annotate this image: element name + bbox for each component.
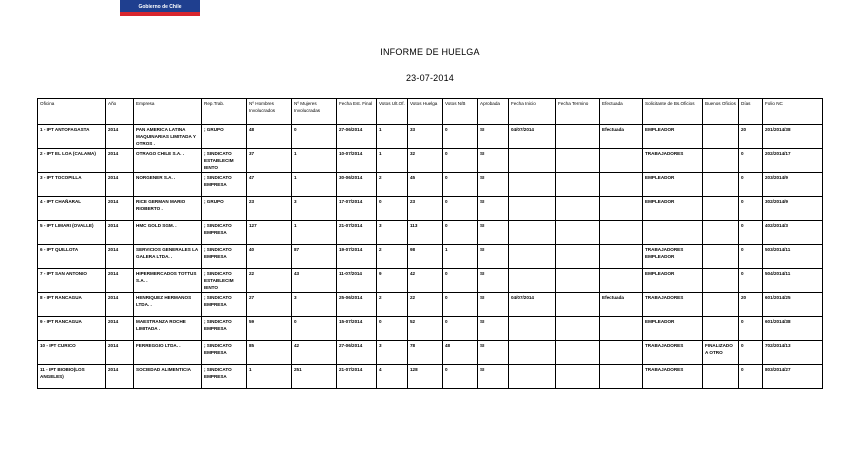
table-cell: PAN AMERICA LATINA MAQUINARIAS LIMITADA Y OTROS . — [134, 125, 202, 149]
table-cell: 45 — [408, 173, 443, 197]
column-header: Fecha Termino — [556, 99, 600, 125]
table-cell: 2 — [377, 245, 408, 269]
table-cell: TRABAJADORES — [643, 341, 703, 365]
table-cell: 32 — [408, 149, 443, 173]
table-cell — [556, 221, 600, 245]
table-cell — [509, 341, 556, 365]
table-cell — [509, 149, 556, 173]
table-row — [38, 221, 823, 245]
table-cell: 0 — [443, 149, 478, 173]
table-cell: 0 — [739, 341, 763, 365]
table-cell — [703, 221, 739, 245]
table-cell — [556, 197, 600, 221]
table-cell: 601/2014/38 — [763, 317, 823, 341]
table-cell: 6 - IPT QUILLOTA — [38, 245, 106, 269]
table-cell: 0 — [377, 317, 408, 341]
table-cell — [509, 173, 556, 197]
table-cell: 9 - IPT RANCAGUA — [38, 317, 106, 341]
table-cell — [556, 365, 600, 389]
table-cell: 0 — [292, 317, 337, 341]
table-cell: 2014 — [106, 245, 134, 269]
table-cell: 85 — [247, 341, 292, 365]
table-cell: 1 - IPT ANTOFAGASTA — [38, 125, 106, 149]
table-cell — [509, 317, 556, 341]
table-cell: 17-07/2014 — [337, 197, 377, 221]
table-cell: 42 — [292, 341, 337, 365]
table-cell: 4 - IPT CHAÑARAL — [38, 197, 106, 221]
table-cell: 0 — [739, 149, 763, 173]
table-cell: EMPLEADOR — [643, 125, 703, 149]
table-cell — [509, 221, 556, 245]
table-cell: 601/2014/25 — [763, 293, 823, 317]
table-cell: 203/2014/9 — [763, 173, 823, 197]
table-cell: HMC GOLD SGM. . — [134, 221, 202, 245]
table-cell: SI — [478, 293, 509, 317]
table-cell — [703, 149, 739, 173]
table-cell: 0 — [443, 317, 478, 341]
table-cell: MAESTRANZA ROCHE LIMITADA . — [134, 317, 202, 341]
table-cell: SOCIEDAD ALIMENTICIA — [134, 365, 202, 389]
table-cell — [600, 245, 643, 269]
table-cell: ; SINDICATO ESTABLECIM IENTO — [202, 149, 247, 173]
table-cell: 47 — [247, 173, 292, 197]
table-cell: TRABAJADORES — [643, 365, 703, 389]
table-cell: 2014 — [106, 317, 134, 341]
table-cell — [703, 317, 739, 341]
table-cell: FINALIZADO A OTRO — [703, 341, 739, 365]
table-cell — [703, 293, 739, 317]
table-cell: ; SINDICATO EMPRESA — [202, 245, 247, 269]
table-cell: ; SINDICATO ESTABLECIM IENTO — [202, 269, 247, 293]
table-cell: 3 — [377, 221, 408, 245]
table-cell: 251 — [292, 365, 337, 389]
table-cell: 702/2014/13 — [763, 341, 823, 365]
table-cell: HENRIQUEZ HERMANOS LTDA. . — [134, 293, 202, 317]
column-header: Fecha Est. Final — [337, 99, 377, 125]
table-cell — [643, 221, 703, 245]
table-cell: 8 - IPT RANCAGUA — [38, 293, 106, 317]
column-header: Aprobada — [478, 99, 509, 125]
table-cell — [600, 197, 643, 221]
column-header: Empresa — [134, 99, 202, 125]
table-cell: SI — [478, 149, 509, 173]
table-cell: SI — [478, 125, 509, 149]
table-cell — [509, 197, 556, 221]
table-cell: 0 — [443, 221, 478, 245]
table-cell: 1 — [247, 365, 292, 389]
table-cell: FERREGGIO LTDA. . — [134, 341, 202, 365]
table-cell: ; GRUPO — [202, 125, 247, 149]
column-header: Nº Mujeres Involucradas — [292, 99, 337, 125]
table-cell: 11 - IPT BIOBIO(LOS ANGELES) — [38, 365, 106, 389]
table-cell — [600, 269, 643, 293]
table-cell: 0 — [443, 125, 478, 149]
logo-text: Gobierno de Chile — [138, 4, 182, 10]
column-header: Oficina — [38, 99, 106, 125]
table-cell: Efectuada — [600, 293, 643, 317]
table-cell — [703, 197, 739, 221]
table-cell: 0 — [739, 245, 763, 269]
table-cell: 2 — [377, 173, 408, 197]
table-cell: 1 — [443, 245, 478, 269]
table-cell: 40 — [247, 245, 292, 269]
table-cell: ; SINDICATO EMPRESA — [202, 341, 247, 365]
table-cell: 2014 — [106, 173, 134, 197]
table-cell: SERVICIOS GENERALES LA GALERA LTDA. . — [134, 245, 202, 269]
table-cell: 2 - IPT EL LOA (CALAMA) — [38, 149, 106, 173]
table-cell: 0 — [739, 365, 763, 389]
table-cell: 1 — [292, 149, 337, 173]
column-header: Votos N/B — [443, 99, 478, 125]
table-cell: 22 — [408, 293, 443, 317]
table-cell: 2014 — [106, 341, 134, 365]
table-cell: 3 - IPT TOCOPILLA — [38, 173, 106, 197]
table-cell: 402/2014/3 — [763, 221, 823, 245]
report-date: 23-07-2014 — [405, 73, 455, 83]
table-cell: 30-06/2014 — [337, 173, 377, 197]
column-header: Rep.Trab. — [202, 99, 247, 125]
table-cell: 48 — [443, 341, 478, 365]
table-cell: SI — [478, 317, 509, 341]
table-cell — [556, 341, 600, 365]
table-cell: 2014 — [106, 149, 134, 173]
table-cell: RICE GERMAN MARIO RIOBERTO . — [134, 197, 202, 221]
table-cell: 78 — [408, 341, 443, 365]
table-cell: 3 — [292, 197, 337, 221]
table-cell: ; SINDICATO EMPRESA — [202, 317, 247, 341]
table-cell: 201/2014/38 — [763, 125, 823, 149]
table-cell — [703, 173, 739, 197]
table-row — [38, 365, 823, 389]
table-cell: 0 — [443, 173, 478, 197]
table-cell — [509, 245, 556, 269]
table-cell: 0 — [739, 269, 763, 293]
table-cell — [509, 269, 556, 293]
table-cell: 113 — [408, 221, 443, 245]
report-title: INFORME DE HUELGA — [380, 47, 480, 57]
table-cell: NORGENER S.A. . — [134, 173, 202, 197]
column-header: Efectuada — [600, 99, 643, 125]
table-cell: 128 — [408, 365, 443, 389]
table-cell: 0 — [443, 293, 478, 317]
table-cell: EMPLEADOR — [643, 269, 703, 293]
table-cell: 0 — [443, 269, 478, 293]
table-row — [38, 293, 823, 317]
table-cell: 87 — [292, 245, 337, 269]
table-cell — [703, 269, 739, 293]
table-cell: ; SINDICATO EMPRESA — [202, 173, 247, 197]
table-cell: 504/2014/11 — [763, 269, 823, 293]
table-cell: EMPLEADOR — [643, 197, 703, 221]
table-cell — [600, 149, 643, 173]
table-cell: 202/2014/17 — [763, 149, 823, 173]
table-cell: 7 - IPT SAN ANTONIO — [38, 269, 106, 293]
table-cell: 10 - IPT CURICO — [38, 341, 106, 365]
table-cell: 1 — [292, 173, 337, 197]
table-cell — [600, 317, 643, 341]
table-cell: 20 — [739, 125, 763, 149]
table-cell: ; SINDICATO EMPRESA — [202, 293, 247, 317]
column-header: Buenos Oficios — [703, 99, 739, 125]
table-cell: 1 — [292, 221, 337, 245]
table-cell — [600, 173, 643, 197]
table-cell: 48 — [247, 125, 292, 149]
table-row — [38, 149, 823, 173]
column-header: Votos Ult.Of. — [377, 99, 408, 125]
table-cell — [600, 365, 643, 389]
table-row — [38, 173, 823, 197]
table-cell: ; SINDICATO EMPRESA — [202, 221, 247, 245]
table-cell: ; GRUPO — [202, 197, 247, 221]
table-cell: 2 — [377, 293, 408, 317]
table-cell: 04/07/2014 — [509, 293, 556, 317]
table-cell: 25-06/2014 — [337, 293, 377, 317]
table-cell: 1 — [377, 125, 408, 149]
table-cell: 59 — [247, 317, 292, 341]
table-cell: Efectuada — [600, 125, 643, 149]
table-cell: 33 — [408, 125, 443, 149]
table-cell: 127 — [247, 221, 292, 245]
table-cell: ; SINDICATO EMPRESA — [202, 365, 247, 389]
column-header: Días — [739, 99, 763, 125]
table-row — [38, 341, 823, 365]
table-cell: 503/2014/11 — [763, 245, 823, 269]
table-cell: 37 — [247, 149, 292, 173]
table-cell: OTRAGO CHILE S.A. . — [134, 149, 202, 173]
table-cell: SI — [478, 173, 509, 197]
table-cell — [556, 173, 600, 197]
logo-flag-band — [120, 12, 200, 16]
table-cell: SI — [478, 245, 509, 269]
table-row — [38, 245, 823, 269]
table-cell: 0 — [377, 197, 408, 221]
table-cell — [600, 341, 643, 365]
table-cell: 21-07/2014 — [337, 365, 377, 389]
table-cell: 0 — [739, 173, 763, 197]
table-cell — [556, 125, 600, 149]
column-header: Año — [106, 99, 134, 125]
table-row — [38, 317, 823, 341]
table-cell: SI — [478, 269, 509, 293]
column-header: Folio NC — [763, 99, 823, 125]
table-cell: 803/2014/27 — [763, 365, 823, 389]
table-cell: 19-07/2014 — [337, 245, 377, 269]
gobierno-logo — [120, 0, 200, 16]
table-cell: 9 — [377, 269, 408, 293]
column-header: Fecha Inicio — [509, 99, 556, 125]
table-cell: SI — [478, 197, 509, 221]
table-cell: EMPLEADOR — [643, 173, 703, 197]
table-cell: SI — [478, 365, 509, 389]
table-cell: 2014 — [106, 269, 134, 293]
table-cell: TRABAJADORES — [643, 149, 703, 173]
table-cell: 0 — [443, 365, 478, 389]
table-cell: 98 — [408, 245, 443, 269]
table-row — [38, 125, 823, 149]
table-cell: 0 — [292, 125, 337, 149]
table-cell: 2014 — [106, 221, 134, 245]
table-cell: SI — [478, 341, 509, 365]
table-header-row — [38, 99, 823, 125]
table-cell: 52 — [408, 317, 443, 341]
table-cell: 10-07/2014 — [337, 149, 377, 173]
table-cell: 2014 — [106, 125, 134, 149]
table-cell: 27-06/2014 — [337, 125, 377, 149]
table-cell: 11-07/2014 — [337, 269, 377, 293]
table-cell: 43 — [292, 269, 337, 293]
table-cell — [556, 269, 600, 293]
table-cell: 23 — [408, 197, 443, 221]
table-cell: 5 - IPT LIMARI (OVALLE) — [38, 221, 106, 245]
table-row — [38, 269, 823, 293]
table-cell: 15-07/2014 — [337, 317, 377, 341]
table-cell: 23 — [247, 197, 292, 221]
table-cell: SI — [478, 221, 509, 245]
table-cell: 4 — [377, 365, 408, 389]
table-cell — [556, 293, 600, 317]
table-cell: 3 — [292, 293, 337, 317]
strike-report-table — [37, 98, 823, 389]
table-cell: 2014 — [106, 197, 134, 221]
column-header: Votos Huelga — [408, 99, 443, 125]
table-cell — [509, 365, 556, 389]
table-cell — [556, 149, 600, 173]
column-header: Solicitante de Bs.Oficios — [643, 99, 703, 125]
table-cell: 3 — [377, 341, 408, 365]
table-cell: 1 — [377, 149, 408, 173]
table-cell: HIPERMERCADOS TOTTUS S.A. . — [134, 269, 202, 293]
table-cell: 20 — [739, 293, 763, 317]
table-cell: 0 — [739, 317, 763, 341]
table-cell — [556, 317, 600, 341]
table-cell — [600, 221, 643, 245]
table-cell — [703, 125, 739, 149]
table-cell: EMPLEADOR — [643, 317, 703, 341]
table-cell: 04/07/2014 — [509, 125, 556, 149]
table-cell: TRABAJADORES — [643, 293, 703, 317]
column-header: Nº Hombres Involucrados — [247, 99, 292, 125]
table-cell: 22 — [247, 269, 292, 293]
table-row — [38, 197, 823, 221]
table-cell: 302/2014/9 — [763, 197, 823, 221]
table-cell: 42 — [408, 269, 443, 293]
table-cell: 21-07/2014 — [337, 221, 377, 245]
table-cell: 2014 — [106, 293, 134, 317]
table-cell — [556, 245, 600, 269]
table-cell: 27 — [247, 293, 292, 317]
table-cell: 2014 — [106, 365, 134, 389]
table-cell: 27-06/2014 — [337, 341, 377, 365]
table-cell: 0 — [443, 197, 478, 221]
table-cell: 0 — [739, 197, 763, 221]
table-cell: 0 — [739, 221, 763, 245]
table-cell: TRABAJADORES EMPLEADOR — [643, 245, 703, 269]
table-cell — [703, 245, 739, 269]
table-cell — [703, 365, 739, 389]
